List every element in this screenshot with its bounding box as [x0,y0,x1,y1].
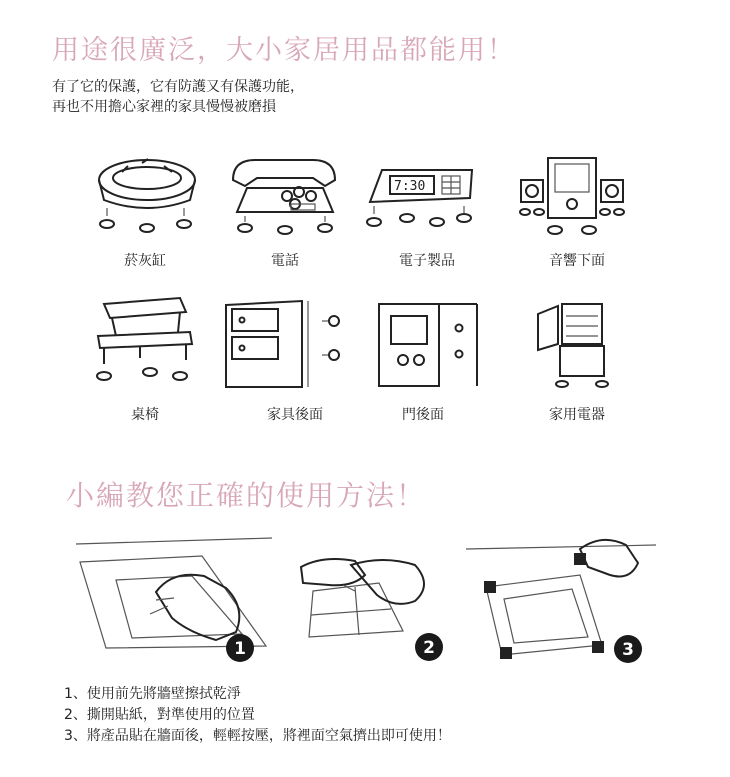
step-3-badge: 3 [622,640,634,660]
telephone-icon [225,150,335,260]
step-1-illustration [76,522,276,670]
step-3-illustration [462,523,662,671]
appliance-icon [532,298,642,408]
table-chair-icon [90,292,200,402]
instruction-step-3: 3、將產品貼在牆面後，輕輕按壓，將裡面空氣擠出即可使用！ [64,728,451,744]
intro-line-2: 再也不用擔心家裡的家具慢慢被磨損 [52,99,276,115]
ashtray-icon [92,150,202,260]
use-label-electronic: 電子製品 [399,253,455,269]
instructions-list [64,684,451,747]
furniture-back-icon [222,297,332,407]
speaker-icon [515,150,625,260]
use-label-telephone: 電話 [271,253,299,269]
step-1-badge: 1 [234,639,246,659]
door-back-icon [373,298,483,408]
section-title-how-to: 小編教您正確的使用方法！ [66,479,427,512]
step-2-badge: 2 [423,638,435,658]
intro-text [52,77,304,117]
use-label-furniture-back: 家具後面 [267,407,323,423]
device-display: 7:30 [394,179,426,194]
electronic-device-icon [362,150,472,260]
step-2-illustration [283,525,453,670]
use-label-speaker: 音響下面 [549,253,605,269]
intro-line-1: 有了它的保護，它有防護又有保護功能， [52,79,304,95]
use-label-ashtray: 菸灰缸 [124,253,166,269]
page-title: 用途很廣泛，大小家居用品都能用！ [52,35,516,66]
use-label-door-back: 門後面 [402,407,444,423]
instruction-step-2: 2、撕開貼紙，對準使用的位置 [64,707,255,723]
instruction-step-1: 1、使用前先將牆壁擦拭乾淨 [64,686,241,702]
use-label-table-chair: 桌椅 [131,407,159,423]
use-label-appliance: 家用電器 [549,407,605,423]
